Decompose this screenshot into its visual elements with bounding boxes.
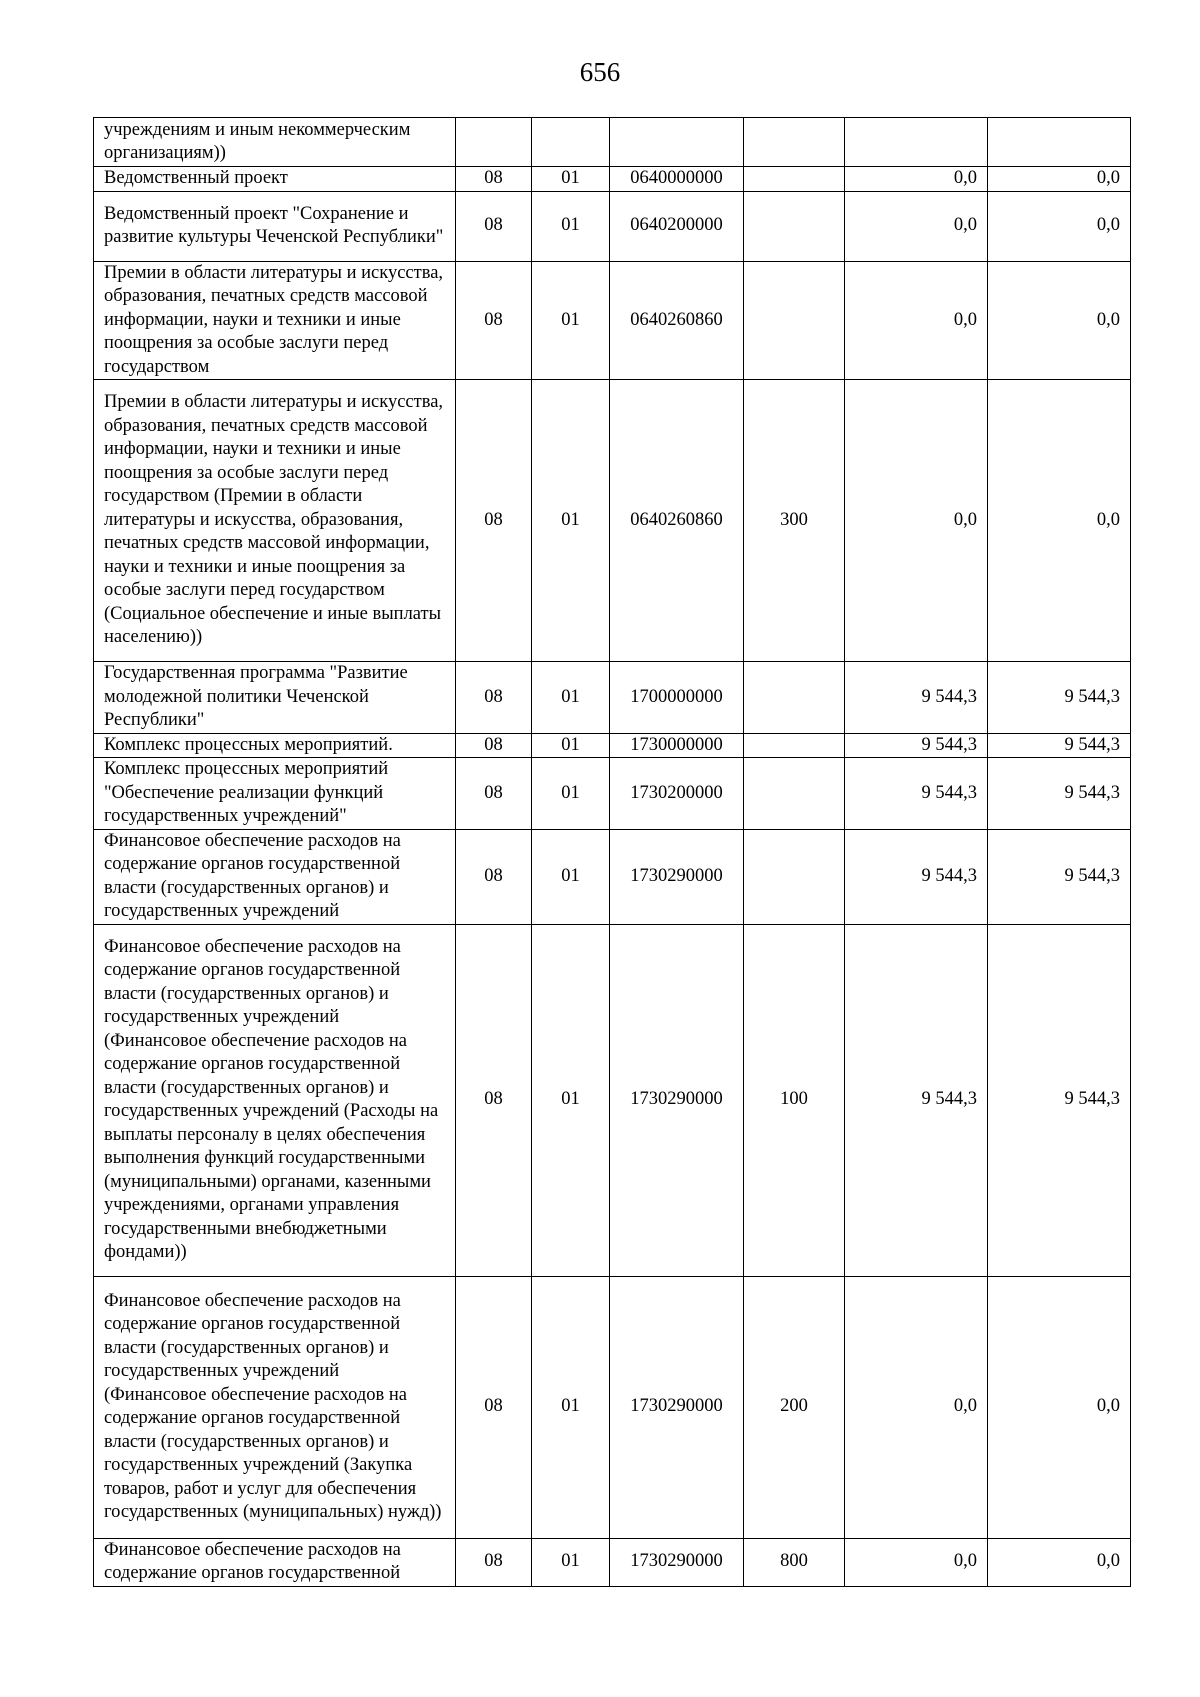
cell-expense-type xyxy=(744,733,845,758)
cell-section xyxy=(456,118,532,167)
cell-sum-year-1 xyxy=(845,118,988,167)
table-row xyxy=(94,924,1131,1276)
table-row xyxy=(94,1538,1131,1586)
table-row xyxy=(94,733,1131,758)
cell-expense-type xyxy=(744,118,845,167)
cell-section: 08 xyxy=(456,380,532,662)
cell-subsection: 01 xyxy=(532,758,610,830)
cell-section: 08 xyxy=(456,758,532,830)
cell-section: 08 xyxy=(456,662,532,734)
cell-sum-year-1: 0,0 xyxy=(845,1276,988,1538)
cell-name: Финансовое обеспечение расходов на содержание органов государственной власти (государственных органов) и государственных учреждений (Финансовое обеспечение расходов на содержание органов государственной власти (государственных органов) и государственных учреждений (Расходы на выплаты персоналу в целях обеспечения выполнения функций государственными (муниципальными) органами, казенными учреждениями, органами управления государственными внебюджетными фондами)) xyxy=(94,924,456,1276)
table-row xyxy=(94,118,1131,167)
cell-target-item: 1730000000 xyxy=(610,733,744,758)
cell-expense-type: 800 xyxy=(744,1538,845,1586)
cell-subsection: 01 xyxy=(532,261,610,380)
cell-name: учреждениям и иным некоммерческим организациям)) xyxy=(94,118,456,167)
cell-section: 08 xyxy=(456,924,532,1276)
cell-name: Премии в области литературы и искусства, образования, печатных средств массовой информации, науки и техники и иные поощрения за особые заслуги перед государством (Премии в области литературы и искусства, образования, печатных средств массовой информации, науки и техники и иные поощрения за особые заслуги перед государством (Социальное обеспечение и иные выплаты населению)) xyxy=(94,380,456,662)
cell-expense-type: 100 xyxy=(744,924,845,1276)
cell-sum-year-2: 9 544,3 xyxy=(988,758,1131,830)
cell-expense-type xyxy=(744,191,845,261)
cell-sum-year-1: 0,0 xyxy=(845,167,988,192)
cell-expense-type xyxy=(744,758,845,830)
cell-target-item: 1730200000 xyxy=(610,758,744,830)
cell-subsection: 01 xyxy=(532,829,610,924)
cell-sum-year-2: 0,0 xyxy=(988,380,1131,662)
cell-name: Финансовое обеспечение расходов на содержание органов государственной власти (государственных органов) и государственных учреждений xyxy=(94,829,456,924)
cell-sum-year-1: 9 544,3 xyxy=(845,662,988,734)
cell-target-item xyxy=(610,118,744,167)
cell-sum-year-1: 0,0 xyxy=(845,191,988,261)
cell-expense-type xyxy=(744,261,845,380)
cell-target-item: 1730290000 xyxy=(610,1538,744,1586)
cell-sum-year-1: 9 544,3 xyxy=(845,829,988,924)
cell-name: Финансовое обеспечение расходов на содержание органов государственной власти (государственных органов) и государственных учреждений (Финансовое обеспечение расходов на содержание органов государственной власти (государственных органов) и государственных учреждений (Закупка товаров, работ и услуг для обеспечения государственных (муниципальных) нужд)) xyxy=(94,1276,456,1538)
cell-name: Комплекс процессных мероприятий. xyxy=(94,733,456,758)
cell-sum-year-1: 0,0 xyxy=(845,261,988,380)
cell-expense-type: 300 xyxy=(744,380,845,662)
cell-expense-type: 200 xyxy=(744,1276,845,1538)
table-row xyxy=(94,1276,1131,1538)
cell-sum-year-2: 0,0 xyxy=(988,167,1131,192)
cell-target-item: 1730290000 xyxy=(610,924,744,1276)
cell-target-item: 1700000000 xyxy=(610,662,744,734)
cell-name: Ведомственный проект xyxy=(94,167,456,192)
cell-section: 08 xyxy=(456,829,532,924)
page-number: 656 xyxy=(579,57,621,87)
cell-sum-year-2: 0,0 xyxy=(988,1538,1131,1586)
cell-section: 08 xyxy=(456,167,532,192)
cell-sum-year-1: 0,0 xyxy=(845,1538,988,1586)
cell-sum-year-1: 9 544,3 xyxy=(845,733,988,758)
cell-subsection: 01 xyxy=(532,1276,610,1538)
cell-name: Финансовое обеспечение расходов на содержание органов государственной xyxy=(94,1538,456,1586)
cell-subsection: 01 xyxy=(532,191,610,261)
table-row xyxy=(94,167,1131,192)
cell-sum-year-2: 0,0 xyxy=(988,191,1131,261)
cell-subsection: 01 xyxy=(532,167,610,192)
cell-section: 08 xyxy=(456,191,532,261)
cell-name: Премии в области литературы и искусства, образования, печатных средств массовой информации, науки и техники и иные поощрения за особые заслуги перед государством xyxy=(94,261,456,380)
cell-target-item: 1730290000 xyxy=(610,829,744,924)
cell-subsection: 01 xyxy=(532,924,610,1276)
cell-target-item: 0640200000 xyxy=(610,191,744,261)
cell-section: 08 xyxy=(456,261,532,380)
cell-subsection: 01 xyxy=(532,1538,610,1586)
cell-sum-year-1: 9 544,3 xyxy=(845,924,988,1276)
cell-subsection: 01 xyxy=(532,662,610,734)
table-row xyxy=(94,829,1131,924)
cell-expense-type xyxy=(744,829,845,924)
cell-sum-year-2: 0,0 xyxy=(988,261,1131,380)
cell-sum-year-2: 9 544,3 xyxy=(988,924,1131,1276)
cell-target-item: 0640000000 xyxy=(610,167,744,192)
cell-section: 08 xyxy=(456,1538,532,1586)
cell-sum-year-2: 9 544,3 xyxy=(988,733,1131,758)
cell-target-item: 0640260860 xyxy=(610,380,744,662)
table-body xyxy=(94,118,1131,1587)
cell-sum-year-2 xyxy=(988,118,1131,167)
cell-section: 08 xyxy=(456,1276,532,1538)
cell-name: Комплекс процессных мероприятий "Обеспечение реализации функций государственных учреждений" xyxy=(94,758,456,830)
cell-expense-type xyxy=(744,167,845,192)
cell-name: Ведомственный проект "Сохранение и развитие культуры Чеченской Республики" xyxy=(94,191,456,261)
cell-expense-type xyxy=(744,662,845,734)
cell-section: 08 xyxy=(456,733,532,758)
cell-target-item: 0640260860 xyxy=(610,261,744,380)
table-row xyxy=(94,191,1131,261)
table-row xyxy=(94,380,1131,662)
cell-sum-year-2: 0,0 xyxy=(988,1276,1131,1538)
budget-table xyxy=(93,117,1131,1587)
table-row xyxy=(94,662,1131,734)
cell-subsection: 01 xyxy=(532,733,610,758)
cell-name: Государственная программа "Развитие молодежной политики Чеченской Республики" xyxy=(94,662,456,734)
cell-sum-year-1: 9 544,3 xyxy=(845,758,988,830)
table-row xyxy=(94,261,1131,380)
cell-sum-year-2: 9 544,3 xyxy=(988,829,1131,924)
table-row xyxy=(94,758,1131,830)
cell-subsection xyxy=(532,118,610,167)
cell-subsection: 01 xyxy=(532,380,610,662)
cell-sum-year-1: 0,0 xyxy=(845,380,988,662)
cell-sum-year-2: 9 544,3 xyxy=(988,662,1131,734)
cell-target-item: 1730290000 xyxy=(610,1276,744,1538)
